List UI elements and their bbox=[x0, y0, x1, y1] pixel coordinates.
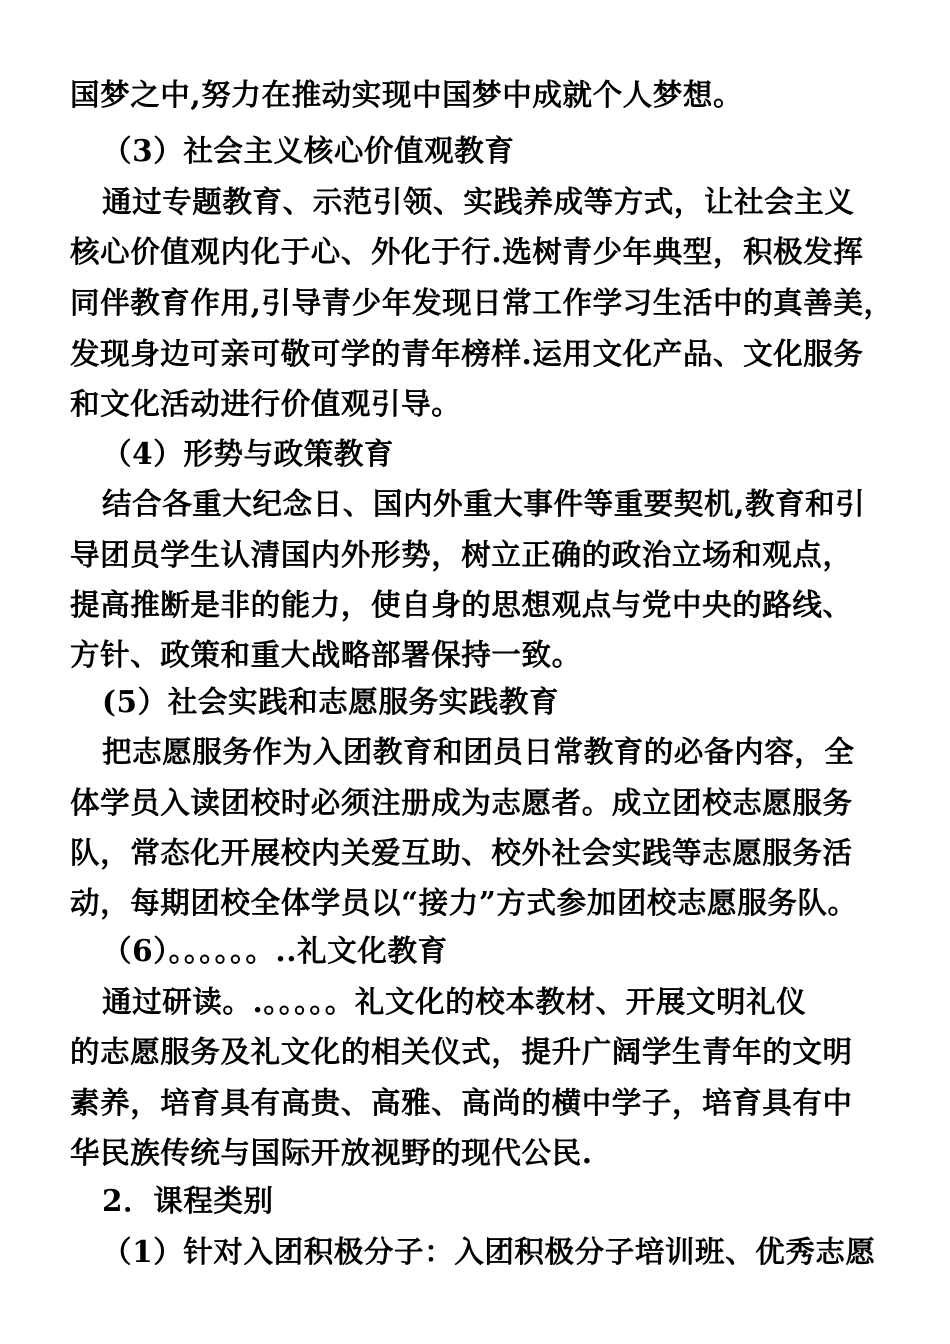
paragraph-line: 提高推断是非的能力，使自身的思想观点与党中央的路线、 bbox=[70, 587, 853, 622]
paragraph-line: 体学员入读团校时必须注册成为志愿者。成立团校志愿服务 bbox=[70, 785, 853, 820]
paragraph-line: 素养，培育具有高贵、高雅、高尚的横中学子，培育具有中 bbox=[70, 1085, 853, 1120]
paragraph-line: 和文化活动进行价值观引导。 bbox=[70, 386, 462, 421]
paragraph-line: （1）针对入团积极分子：入团积极分子培训班、优秀志愿 bbox=[102, 1234, 876, 1269]
section-heading: （3）社会主义核心价值观教育 bbox=[102, 133, 515, 168]
paragraph-line: 国梦之中,努力在推动实现中国梦中成就个人梦想。 bbox=[70, 77, 744, 112]
paragraph-line: 队，常态化开展校内关爱互助、校外社会实践等志愿服务活 bbox=[70, 835, 853, 870]
paragraph-line: 华民族传统与国际开放视野的现代公民. bbox=[70, 1135, 593, 1170]
paragraph-line: 方针、政策和重大战略部署保持一致。 bbox=[70, 637, 582, 672]
paragraph-line: 同伴教育作用,引导青少年发现日常工作学习生活中的真善美， bbox=[70, 285, 894, 320]
paragraph-line: 通过研读。.。。。。。礼文化的校本教材、开展文明礼仪 bbox=[102, 984, 807, 1019]
paragraph-line: 动，每期团校全体学员以“接力”方式参加团校志愿服务队。 bbox=[70, 885, 858, 920]
section-heading: （4）形势与政策教育 bbox=[102, 436, 395, 471]
section-heading: （6）。。。。。。..礼文化教育 bbox=[102, 933, 448, 968]
paragraph-line: 核心价值观内化于心、外化于行.选树青少年典型，积极发挥 bbox=[70, 234, 864, 269]
paragraph-line: 结合各重大纪念日、国内外重大事件等重要契机,教育和引 bbox=[102, 486, 866, 521]
paragraph-line: 发现身边可亲可敬可学的青年榜样.运用文化产品、文化服务 bbox=[70, 336, 864, 371]
paragraph-line: 通过专题教育、示范引领、实践养成等方式，让社会主义 bbox=[102, 184, 855, 219]
section-heading: (5）社会实践和志愿服务实践教育 bbox=[102, 684, 560, 719]
paragraph-line: 把志愿服务作为入团教育和团员日常教育的必备内容，全 bbox=[102, 734, 855, 769]
paragraph-line: 的志愿服务及礼文化的相关仪式，提升广阔学生青年的文明 bbox=[70, 1034, 853, 1069]
section-heading: 2．课程类别 bbox=[102, 1183, 274, 1218]
paragraph-line: 导团员学生认清国内外形势，树立正确的政治立场和观点， bbox=[70, 537, 853, 572]
